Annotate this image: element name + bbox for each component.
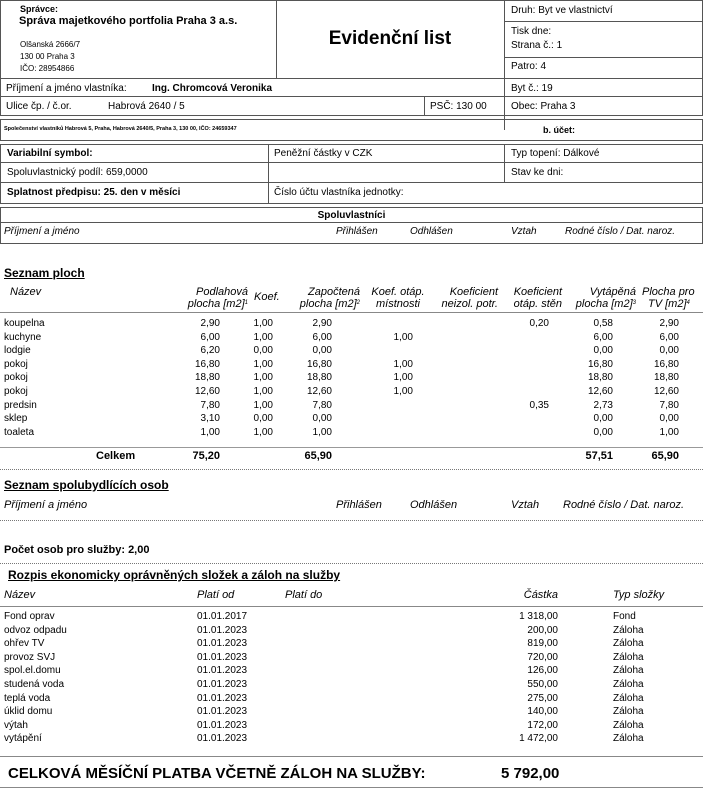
plochy-cell-koef: 1,00 [253,358,273,370]
stav-ke-dni: Stav ke dni: [511,167,564,178]
plochy-cell-zap: 1,00 [312,426,332,438]
plochy-cell-nazev: pokoj [4,372,28,384]
rozpis-cell-typ: Záloha [613,692,644,704]
plochy-cell-tv: 12,60 [653,386,679,397]
plochy-cell-koef: 1,00 [253,318,273,329]
rozpis-cell-castka: 200,00 [527,624,558,636]
spolubydlici-col-prihlasen: Přihlášen [336,499,382,511]
bankovni-ucet: b. účet: [543,125,576,135]
plochy-cell-tv: 7,80 [659,399,679,411]
plochy-cell-zap: 0,00 [312,345,332,357]
spravce-name: Správa majetkového portfolia Praha 3 a.s. [19,15,238,27]
rozpis-cell-typ: Záloha [613,706,644,718]
rozpis-cell-od: 01.01.2023 [197,679,248,690]
variabilni-symbol: Variabilní symbol: [7,148,93,159]
plochy-cell-podl: 12,60 [194,386,220,397]
rozpis-cell-od: 01.01.2023 [197,651,248,663]
rozpis-cell-nazev: studená voda [4,679,65,690]
plochy-cell-tv: 1,00 [659,426,679,438]
total-value: 5 792,00 [501,765,560,782]
rozpis-h-do: Platí do [285,589,323,601]
plochy-cell-tv: 0,00 [659,345,679,357]
plochy-cell-koef: 0,00 [253,413,273,425]
plochy-cell-nazev: sklep [4,413,28,425]
plochy-cell-podl: 6,00 [200,331,220,343]
plochy-cell-ko: 1,00 [393,372,413,384]
spravce-address-1: Olšanská 2666/7 [20,40,81,49]
spoluvlastnici-title: Spoluvlastníci [317,210,386,221]
rozpis-cell-od: 01.01.2023 [197,706,248,718]
plochy-title: Seznam ploch [4,266,85,280]
plochy-cell-nazev: lodgie [4,345,31,357]
rozpis-cell-castka: 172,00 [527,719,558,731]
plochy-cell-vyt: 18,80 [587,372,613,384]
owner-label: Příjmení a jméno vlastníka: [6,83,127,94]
rozpis-cell-od: 01.01.2023 [197,733,248,745]
penezni-castky: Peněžní částky v CZK [274,148,373,159]
rozpis-cell-typ: Záloha [613,665,644,677]
celkem-label: Celkem [96,450,136,462]
spoluvlastnici-col-prihlasen: Přihlášen [336,226,378,237]
spoluvlastnici-col-odhlasen: Odhlášen [410,226,453,237]
plochy-cell-zap: 18,80 [306,372,332,384]
rozpis-cell-od: 01.01.2023 [197,638,248,650]
plochy-h-nazev: Název [10,286,42,298]
plochy-cell-nazev: koupelna [4,318,45,329]
plochy-cell-vyt: 12,60 [587,386,613,397]
spolubydlici-col-vztah: Vztah [511,499,540,511]
ulice: Habrová 2640 / 5 [108,101,185,112]
rozpis-cell-castka: 275,00 [527,692,558,704]
plochy-cell-zap: 6,00 [312,331,332,343]
plochy-cell-koef: 1,00 [253,399,273,411]
plochy-h-koef: Koef. [254,291,280,303]
rozpis-h-typ: Typ složky [613,589,665,601]
plochy-cell-zap: 7,80 [312,399,332,411]
plochy-cell-ks: 0,20 [529,318,549,329]
plochy-h-podl: Podlahová plocha $[m2]^1$ [187,286,248,310]
patro: Patro: 4 [511,61,547,72]
plochy-h-zap: Započtená plocha $[m2]^2$ [299,286,360,310]
plochy-cell-koef: 1,00 [253,331,273,343]
spoluvlastnici-col-rc: Rodné číslo / Dat. naroz. [565,226,676,237]
rozpis-cell-nazev: provoz SVJ [4,651,56,663]
rozpis-h-castka: Částka [523,589,558,601]
rozpis-cell-od: 01.01.2023 [197,624,248,636]
plochy-cell-podl: 2,90 [200,318,220,329]
plochy-cell-nazev: predsin [4,399,37,411]
rozpis-cell-nazev: odvoz odpadu [4,624,67,636]
plochy-h-koef-otap: Koef. otáp. místnosti [371,286,425,310]
spolubydlici-col-name: Příjmení a jméno [4,499,88,511]
plochy-cell-nazev: pokoj [4,386,28,397]
plochy-cell-vyt: 0,00 [593,426,613,438]
plochy-cell-ko: 1,00 [393,331,413,343]
rozpis-cell-castka: 550,00 [527,679,558,690]
owner-name: Ing. Chromcová Veronika [152,83,273,94]
plochy-cell-koef: 1,00 [253,426,273,438]
rozpis-cell-castka: 1 472,00 [519,733,558,745]
plochy-cell-tv: 18,80 [653,372,679,384]
plochy-cell-vyt: 16,80 [587,358,613,370]
plochy-cell-nazev: toaleta [4,426,35,438]
plochy-cell-koef: 1,00 [253,386,273,397]
spoluvlastnici-col-name: Příjmení a jméno [4,226,80,237]
rozpis-cell-od: 01.01.2023 [197,719,248,731]
rozpis-cell-typ: Fond [613,611,636,622]
rozpis-cell-od: 01.01.2023 [197,692,248,704]
plochy-cell-tv: 6,00 [659,331,679,343]
plochy-cell-vyt: 6,00 [593,331,613,343]
rozpis-cell-castka: 819,00 [527,638,558,650]
page-title: Evidenční list [328,28,452,49]
spoluvlastnici-col-vztah: Vztah [511,226,537,237]
pocet-osob: Počet osob pro služby: 2,00 [4,544,150,556]
splatnost: Splatnost předpisu: 25. den v měsíci [7,187,181,198]
plochy-cell-ko: 1,00 [393,386,413,397]
ulice-label: Ulice čp. / č.or. [6,101,72,112]
rozpis-h-nazev: Název [4,589,36,601]
rozpis-title: Rozpis ekonomicky oprávněných složek a záloh na služby [8,568,341,582]
plochy-h-tv: Plocha pro TV $[m2]^4$ [642,286,695,310]
spolubydlici-col-odhlasen: Odhlášen [410,499,458,511]
total-label: CELKOVÁ MĚSÍČNÍ PLATBA VČETNĚ ZÁLOH NA SLUŽBY: [8,765,426,782]
plochy-cell-ko: 1,00 [393,358,413,370]
rozpis-cell-castka: 126,00 [527,665,558,677]
spolubydlici-title: Seznam spolubydlících osob [4,478,169,492]
celkem-vyt: 57,51 [585,450,613,462]
rozpis-cell-typ: Záloha [613,679,644,690]
psc: PSČ: 130 00 [430,101,487,112]
rozpis-cell-nazev: Fond oprav [4,611,55,622]
plochy-cell-podl: 18,80 [194,372,220,384]
byt-cislo: Byt č.: 19 [511,83,553,94]
plochy-cell-tv: 16,80 [653,358,679,370]
rozpis-cell-nazev: výtah [4,719,28,731]
rozpis-cell-nazev: úklid domu [4,706,53,718]
spravce-ico: IČO: 28954866 [20,64,75,73]
rozpis-cell-typ: Záloha [613,719,644,731]
svj-line: Společenství vlastníků Habrová 5, Praha, Habrová 2640/5, Praha 3, 130 00, IČO: 24659347 [4,126,237,132]
rozpis-cell-nazev: vytápění [4,733,42,745]
plochy-h-vytapena: Vytápěná plocha $[m2]^3$ [575,286,636,310]
spravce-label: Správce: [20,4,59,14]
rozpis-cell-nazev: spol.el.domu [4,665,61,677]
rozpis-cell-nazev: ohřev TV [4,638,45,650]
rozpis-cell-typ: Záloha [613,733,644,745]
rozpis-cell-od: 01.01.2023 [197,665,248,677]
celkem-podl: 75,20 [192,450,220,462]
spolubydlici-col-rc: Rodné číslo / Dat. naroz. [563,499,685,511]
plochy-cell-tv: 0,00 [659,413,679,425]
rozpis-cell-nazev: teplá voda [4,692,51,704]
spravce-address-2: 130 00 Praha 3 [20,52,75,61]
plochy-cell-zap: 12,60 [306,386,332,397]
rozpis-cell-od: 01.01.2017 [197,611,248,622]
plochy-cell-vyt: 0,00 [593,345,613,357]
typ-topeni: Typ topení: Dálkové [511,148,600,159]
plochy-cell-koef: 0,00 [253,345,273,357]
plochy-cell-podl: 6,20 [200,345,220,357]
plochy-cell-vyt: 2,73 [593,399,613,411]
spoluvlastnicky-podil: Spoluvlastnický podíl: 659,0000 [7,167,148,178]
plochy-cell-vyt: 0,00 [593,413,613,425]
plochy-cell-podl: 16,80 [194,358,220,370]
plochy-cell-zap: 16,80 [306,358,332,370]
plochy-cell-podl: 7,80 [200,399,220,411]
plochy-cell-zap: 0,00 [312,413,332,425]
plochy-h-koef-sten: Koeficient otáp. stěn [513,286,562,310]
plochy-cell-podl: 1,00 [200,426,220,438]
plochy-cell-ks: 0,35 [529,399,549,411]
rozpis-cell-typ: Záloha [613,651,644,663]
tisk-dne: Tisk dne: [511,26,552,37]
obec: Obec: Praha 3 [511,101,576,112]
plochy-cell-tv: 2,90 [659,318,679,329]
plochy-cell-nazev: pokoj [4,358,28,370]
plochy-cell-zap: 2,90 [312,318,332,329]
plochy-cell-koef: 1,00 [253,372,273,384]
rozpis-cell-castka: 140,00 [527,706,558,718]
rozpis-cell-castka: 1 318,00 [519,611,558,622]
plochy-cell-vyt: 0,58 [593,318,613,329]
rozpis-cell-typ: Záloha [613,638,644,650]
celkem-zap: 65,90 [304,450,332,462]
druh: Druh: Byt ve vlastnictví [511,5,613,16]
rozpis-cell-castka: 720,00 [527,651,558,663]
strana: Strana č.: 1 [511,40,563,51]
rozpis-h-od: Platí od [197,589,235,601]
celkem-tv: 65,90 [651,450,679,462]
plochy-h-koef-neizol: Koeficient neizol. potr. [441,286,498,310]
plochy-cell-nazev: kuchyne [4,331,42,343]
cislo-uctu: Číslo účtu vlastníka jednotky: [274,187,404,198]
plochy-cell-podl: 3,10 [200,413,220,425]
rozpis-cell-typ: Záloha [613,624,644,636]
